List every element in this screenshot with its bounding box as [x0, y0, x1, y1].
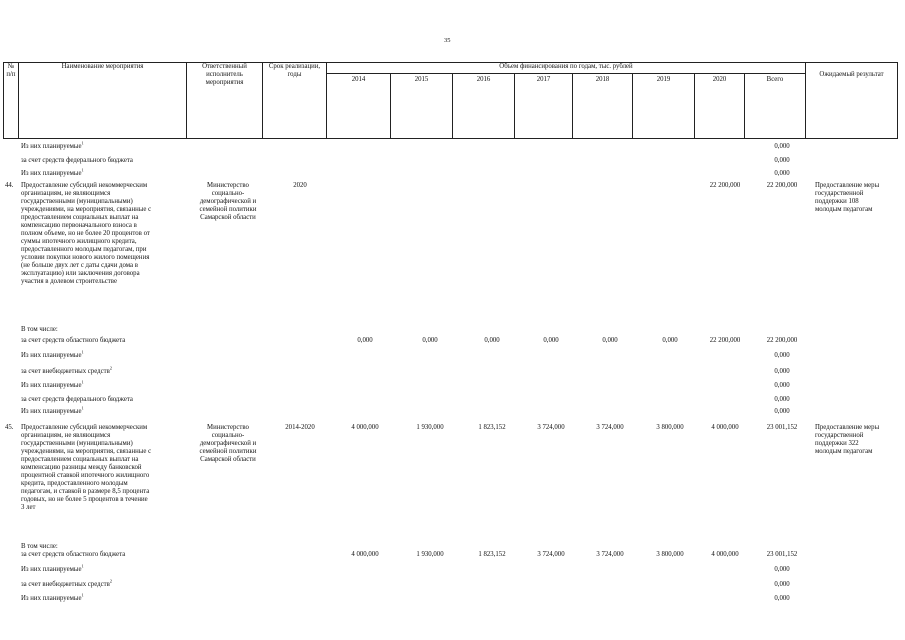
- row-total: 0,000: [774, 566, 790, 573]
- row-label: Из них планируемые$^1$: [21, 563, 84, 573]
- header-responsible: Ответственный исполнитель мероприятия: [187, 63, 263, 139]
- header-year: 2018: [573, 74, 633, 139]
- row-label: за счет внебюджетных средств$^2$: [21, 578, 113, 588]
- row-label: Из них планируемые$^1$: [21, 405, 84, 415]
- item-value: 3 724,000: [596, 424, 624, 431]
- row-value: 22 200,000: [709, 337, 741, 344]
- row-value: 3 724,000: [596, 551, 624, 558]
- header-year: 2017: [515, 74, 573, 139]
- header-year: 2014: [327, 74, 391, 139]
- item-term: 2014-2020: [285, 424, 315, 431]
- row-total: 0,000: [774, 408, 790, 415]
- row-value: 0,000: [484, 337, 500, 344]
- including-label: В том числе:: [21, 543, 58, 550]
- header-year: 2016: [453, 74, 515, 139]
- item-value-2020: 22 200,000: [709, 182, 741, 189]
- row-label: Из них планируемые$^1$: [21, 379, 84, 389]
- row-value: 0,000: [422, 337, 438, 344]
- row-value: 0,000: [543, 337, 559, 344]
- row-value: 1 823,152: [478, 551, 506, 558]
- row-label: Из них планируемые$^1$: [21, 592, 84, 602]
- row-total: 0,000: [774, 352, 790, 359]
- header-table: [3, 62, 898, 139]
- item-value: 1 930,000: [416, 424, 444, 431]
- item-total: 23 001,152: [766, 424, 798, 431]
- header-year: 2015: [391, 74, 453, 139]
- item-responsible: Министерство социально- демографической и семейной политики Самарской области: [199, 424, 257, 463]
- row-total: 0,000: [774, 143, 790, 150]
- row-value: 4 000,000: [351, 551, 379, 558]
- header-funding: Объем финансирования по годам, тыс. рублей: [327, 63, 806, 74]
- row-label: за счет средств областного бюджета: [21, 551, 126, 558]
- item-responsible: Министерство социально- демографической и семейной политики Самарской области: [199, 182, 257, 221]
- row-value: 4 000,000: [711, 551, 739, 558]
- header-term: Срок реализации, годы: [263, 63, 327, 139]
- row-total: 0,000: [774, 170, 790, 177]
- row-label: за счет средств федерального бюджета: [21, 157, 133, 164]
- row-total: 0,000: [774, 595, 790, 602]
- item-description: Предоставление субсидий некоммерческим организациям, не являющимся государственными (муниципальными) учреждениями, на мероприятия, связанные с предоставлением социальных выплат на компенсацию первоначального взноса в полном объеме, но не более 20 процентов от суммы ипотечного жилищного кредита, предоставленного молодым педагогам, при условии покупки нового жилого помещения (не больше двух лет с даты сдачи дома в эксплуатацию) или заключения договора участия в долевом строительстве: [21, 182, 152, 285]
- row-total: 0,000: [774, 396, 790, 403]
- item-value: 3 800,000: [656, 424, 684, 431]
- row-label: Из них планируемые$^1$: [21, 349, 84, 359]
- item-number: 44.: [5, 182, 14, 189]
- row-value: 0,000: [357, 337, 373, 344]
- row-total: 23 001,152: [766, 551, 798, 558]
- item-term: 2020: [293, 182, 307, 189]
- row-label: за счет средств областного бюджета: [21, 337, 126, 344]
- row-total: 0,000: [774, 382, 790, 389]
- header-year: 2020: [695, 74, 745, 139]
- row-label: за счет средств федерального бюджета: [21, 396, 133, 403]
- item-value: 4 000,000: [351, 424, 379, 431]
- item-description: Предоставление субсидий некоммерческим организациям, не являющимся государственными (муниципальными) учреждениями, на мероприятия, связанные с предоставлением социальных выплат на компенсацию разницы между банковской процентной ставкой ипотечного жилищного кредита, предоставленного молодым педагогам, и ставкой в размере 8,5 процента годовых, но не более 5 процентов в течение 3 лет: [21, 424, 152, 511]
- item-result: Предоставление меры государственной поддержки 322 молодым педагогам: [815, 424, 880, 455]
- row-value: 3 800,000: [656, 551, 684, 558]
- header-year-total: Всего: [745, 74, 806, 139]
- item-value: 1 823,152: [478, 424, 506, 431]
- row-label: за счет внебюджетных средств$^2$: [21, 365, 113, 375]
- row-total: 0,000: [774, 581, 790, 588]
- page-number: 35: [444, 37, 451, 44]
- row-value: 0,000: [662, 337, 678, 344]
- row-value: 1 930,000: [416, 551, 444, 558]
- row-value: 3 724,000: [537, 551, 565, 558]
- row-total: 0,000: [774, 157, 790, 164]
- header-name: Наименование мероприятия: [19, 63, 187, 139]
- item-value: 3 724,000: [537, 424, 565, 431]
- item-total: 22 200,000: [766, 182, 798, 189]
- item-value: 4 000,000: [711, 424, 739, 431]
- header-num: № п/п: [4, 63, 19, 139]
- row-total: 0,000: [774, 368, 790, 375]
- row-label: Из них планируемые$^1$: [21, 140, 84, 150]
- row-total: 22 200,000: [766, 337, 798, 344]
- header-result: Ожидаемый результат: [806, 63, 898, 139]
- row-value: 0,000: [602, 337, 618, 344]
- item-result: Предоставление меры государственной поддержки 108 молодым педагогам: [815, 182, 880, 213]
- item-number: 45.: [5, 424, 14, 431]
- row-label: Из них планируемые$^1$: [21, 167, 84, 177]
- header-year: 2019: [633, 74, 695, 139]
- including-label: В том числе:: [21, 326, 58, 333]
